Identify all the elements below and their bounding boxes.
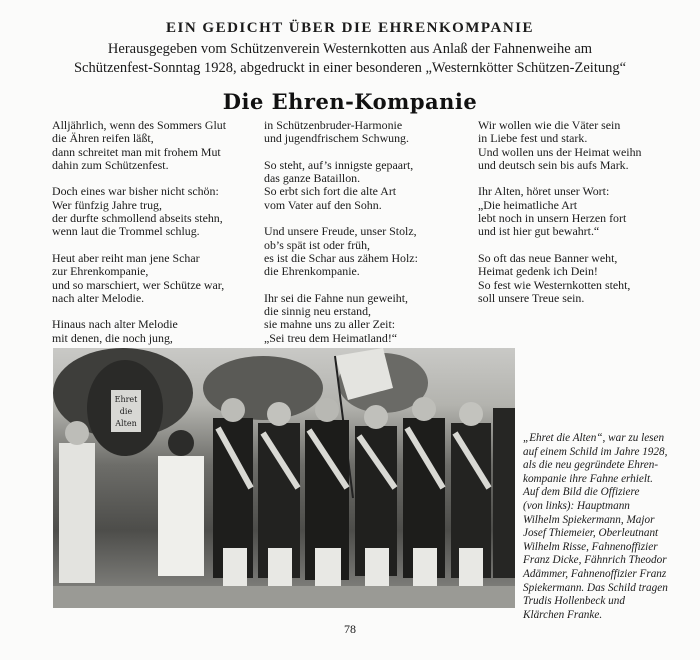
poem-line: die Ähren reifen läßt, bbox=[52, 131, 154, 146]
officers-group bbox=[213, 397, 515, 588]
poem-stanza bbox=[264, 292, 472, 345]
poem-line: in Schützenbruder-Harmonie bbox=[264, 118, 403, 132]
poem-line: der durfte schmollend abseits stehn, bbox=[52, 211, 223, 226]
caption-line: Wilhelm Spiekermann, Major bbox=[523, 513, 655, 526]
poem-line: Ihr Alten, höret unser Wort: bbox=[478, 184, 610, 199]
girl-center bbox=[158, 456, 204, 576]
poem-stanza bbox=[264, 119, 472, 146]
poem-line: Heut aber reiht man jene Schar bbox=[52, 250, 200, 265]
poem-stanza bbox=[52, 119, 257, 172]
tree-center bbox=[203, 356, 323, 420]
poem-line: mit denen, die noch jung, bbox=[52, 330, 173, 345]
poem-line: Heimat gedenk ich Dein! bbox=[478, 264, 598, 279]
caption-line: (von links): Hauptmann bbox=[523, 499, 630, 512]
poem-line: „Sei treu dem Heimatland!“ bbox=[264, 330, 398, 345]
caption-line: als die neu gegründete Ehren- bbox=[523, 459, 659, 472]
poem-line: soll unsere Treue sein. bbox=[478, 290, 585, 305]
caption-line: Auf dem Bild die Offiziere bbox=[523, 486, 640, 499]
poem-line: sie mahne uns zu aller Zeit: bbox=[264, 317, 396, 332]
caption-line: kompanie ihre Fahne erhielt. bbox=[523, 472, 653, 485]
poem-line: Wir wollen wie die Väter sein bbox=[478, 118, 621, 132]
poem-line: und ist hier gut bewahrt.“ bbox=[478, 224, 600, 239]
poem-column-1 bbox=[52, 119, 257, 358]
caption-line: Adämmer, Fahnenoffizier Franz bbox=[523, 567, 667, 580]
page-number: 78 bbox=[344, 622, 356, 636]
caption-line: Spiekermann. Das Schild tragen bbox=[523, 581, 668, 594]
historic-photo bbox=[53, 348, 515, 608]
caption-line: „Ehret die Alten“, war zu lesen bbox=[523, 432, 665, 444]
poem-stanza bbox=[52, 185, 257, 238]
sign-text-1: Ehret bbox=[114, 395, 138, 404]
poem-stanza bbox=[478, 185, 678, 238]
poem-line: Alljährlich, wenn des Sommers Glut bbox=[52, 118, 227, 132]
poem-line: Hinaus nach alter Melodie bbox=[52, 317, 178, 332]
caption-line: Klärchen Franke. bbox=[523, 608, 603, 621]
poem-line: So fest wie Westernkotten steht, bbox=[478, 277, 631, 292]
poem-title: Die Ehren-Kompanie bbox=[222, 89, 478, 114]
poem-line: ob’s spät ist oder früh, bbox=[264, 237, 371, 252]
photo-caption bbox=[523, 432, 689, 622]
poem-line: und deutsch sein bis aufs Mark. bbox=[478, 157, 629, 172]
poem-line: So erbt sich fort die alte Art bbox=[264, 184, 397, 199]
poem-line: wenn laut die Trommel schlug. bbox=[52, 224, 200, 239]
poem-stanza bbox=[264, 225, 472, 278]
poem-line: dahin zum Schützenfest. bbox=[52, 157, 169, 172]
poem-stanza bbox=[478, 252, 678, 305]
sign-text-3: Alten bbox=[115, 419, 137, 428]
poem-line: Doch eines war bisher nicht schön: bbox=[52, 184, 219, 199]
poem-line: in Liebe fest und stark. bbox=[478, 131, 588, 146]
poem-line: dann schreitet man mit frohem Mut bbox=[52, 144, 221, 159]
caption-line: Franz Dicke, Fähnrich Theodor bbox=[523, 554, 667, 567]
poem-stanza bbox=[52, 318, 257, 345]
poem-line: und so marschiert, wer Schütze war, bbox=[52, 277, 225, 292]
poem-line: „Die heimatliche Art bbox=[478, 197, 578, 212]
caption-line: Trudis Hollenbeck und bbox=[523, 595, 625, 608]
poem-line: das ganze Bataillon. bbox=[264, 171, 361, 186]
poem-stanza bbox=[52, 252, 257, 305]
caption-line: Wilhelm Risse, Fahnenoffizier bbox=[523, 540, 658, 553]
poem-line: lebt noch in unsern Herzen fort bbox=[478, 211, 627, 226]
poem-line: Und wollen uns der Heimat weihn bbox=[478, 144, 642, 159]
girl-left bbox=[59, 443, 95, 583]
article-subtitle-line-2: Schützenfest-Sonntag 1928, abgedruckt in einer besonderen „Westernkötter Schützen-Zeitung“ bbox=[73, 60, 627, 76]
sign-text-2: die bbox=[119, 407, 133, 416]
poem-line: die sinnig neu erstand, bbox=[264, 304, 371, 319]
photo-illustration bbox=[53, 348, 515, 608]
poem-line: es ist die Schar aus zähem Holz: bbox=[264, 250, 418, 265]
poem-line: zur Ehrenkompanie, bbox=[52, 264, 149, 279]
caption-line: Josef Thiemeier, Oberleutnant bbox=[523, 527, 659, 540]
poem-column-2 bbox=[264, 119, 472, 358]
ground bbox=[53, 586, 515, 608]
poem-line: Und unsere Freude, unser Stolz, bbox=[264, 224, 417, 239]
article-title: EIN GEDICHT ÜBER DIE EHRENKOMPANIE bbox=[166, 20, 534, 36]
poem-stanza bbox=[478, 119, 678, 172]
caption-line: auf einem Schild im Jahre 1928, bbox=[523, 445, 668, 458]
poem-line: die Ehrenkompanie. bbox=[264, 264, 360, 279]
poem-stanza bbox=[264, 159, 472, 212]
poem-line: vom Vater auf den Sohn. bbox=[264, 197, 382, 212]
article-subtitle-line-1: Herausgegeben vom Schützenverein Westernkotten aus Anlaß der Fahnenweihe am bbox=[107, 41, 593, 57]
poem-column-3 bbox=[478, 119, 678, 318]
poem-line: Wer fünfzig Jahre trug, bbox=[52, 197, 162, 212]
poem-line: nach alter Melodie. bbox=[52, 290, 145, 305]
poem-line: So steht, auf’s innigste gepaart, bbox=[264, 157, 414, 172]
poem-line: Ihr sei die Fahne nun geweiht, bbox=[264, 290, 408, 305]
poem-line: und jugendfrischem Schwung. bbox=[264, 131, 409, 146]
poem-line: So oft das neue Banner weht, bbox=[478, 250, 618, 265]
